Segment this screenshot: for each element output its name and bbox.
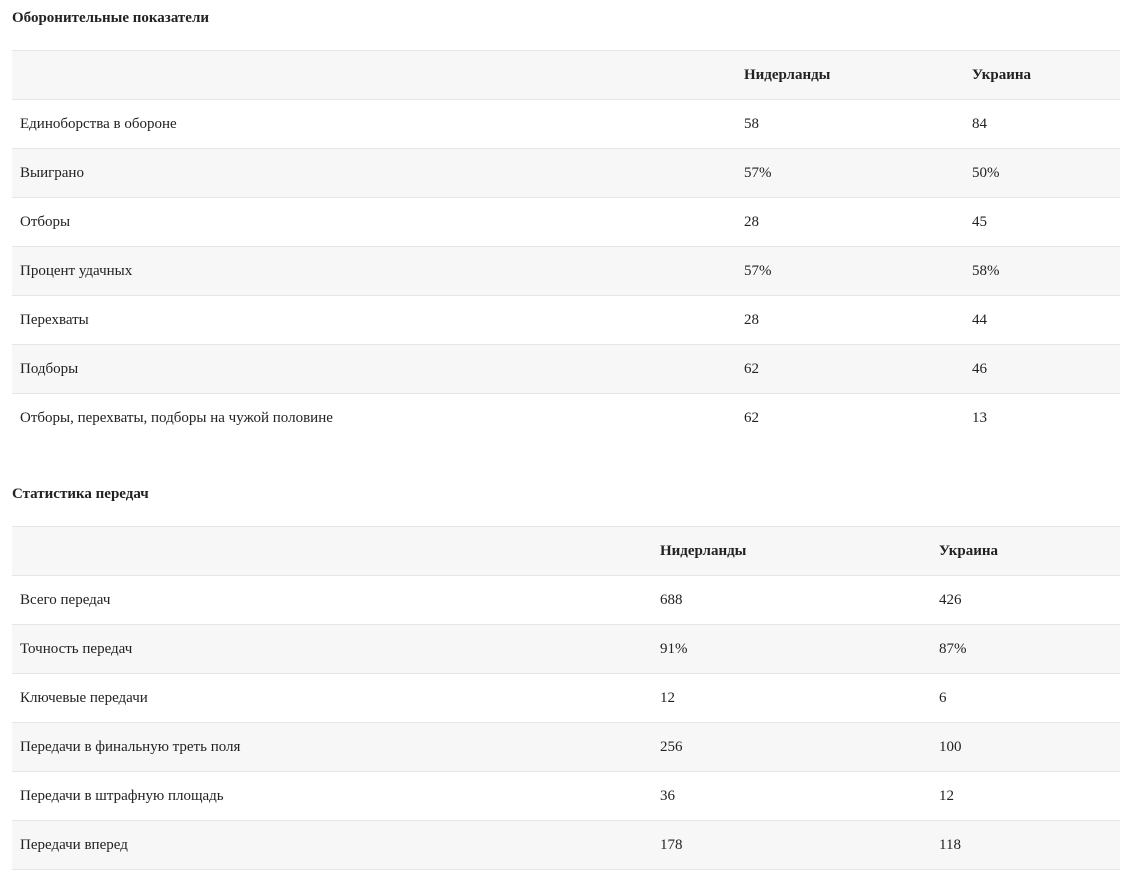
passing-stats-table bbox=[12, 526, 1120, 870]
netherlands-value: 91% bbox=[652, 625, 931, 674]
table-row bbox=[12, 576, 1120, 625]
defense-section-title: Оборонительные показатели bbox=[12, 10, 210, 26]
ukraine-value: 84 bbox=[964, 100, 1120, 149]
table-header-row bbox=[12, 51, 1120, 100]
ukraine-value: 58% bbox=[964, 247, 1120, 296]
row-label: Передачи в финальную треть поля bbox=[12, 723, 652, 772]
table-row bbox=[12, 772, 1120, 821]
netherlands-value: 178 bbox=[652, 821, 931, 870]
table-row bbox=[12, 394, 1120, 443]
table-row bbox=[12, 345, 1120, 394]
ukraine-value: 13 bbox=[964, 394, 1120, 443]
ukraine-value: 46 bbox=[964, 345, 1120, 394]
row-label: Точность передач bbox=[12, 625, 652, 674]
row-label: Отборы bbox=[12, 198, 736, 247]
ukraine-value: 12 bbox=[931, 772, 1120, 821]
netherlands-value: 57% bbox=[736, 247, 964, 296]
table-row bbox=[12, 821, 1120, 870]
table-row bbox=[12, 149, 1120, 198]
row-label: Единоборства в обороне bbox=[12, 100, 736, 149]
netherlands-value: 28 bbox=[736, 198, 964, 247]
ukraine-value: 50% bbox=[964, 149, 1120, 198]
row-label: Выиграно bbox=[12, 149, 736, 198]
netherlands-value: 58 bbox=[736, 100, 964, 149]
netherlands-value: 36 bbox=[652, 772, 931, 821]
ukraine-value: 100 bbox=[931, 723, 1120, 772]
netherlands-value: 28 bbox=[736, 296, 964, 345]
row-label: Передачи в штрафную площадь bbox=[12, 772, 652, 821]
ukraine-value: 87% bbox=[931, 625, 1120, 674]
header-label-cell bbox=[12, 51, 736, 100]
ukraine-value: 426 bbox=[931, 576, 1120, 625]
ukraine-value: 6 bbox=[931, 674, 1120, 723]
table-row bbox=[12, 625, 1120, 674]
netherlands-value: 256 bbox=[652, 723, 931, 772]
netherlands-value: 62 bbox=[736, 345, 964, 394]
row-label: Отборы, перехваты, подборы на чужой половине bbox=[12, 394, 736, 443]
header-netherlands: Нидерланды bbox=[736, 51, 964, 100]
row-label: Ключевые передачи bbox=[12, 674, 652, 723]
header-ukraine: Украина bbox=[964, 51, 1120, 100]
passing-section-title: Статистика передач bbox=[12, 486, 149, 502]
table-header-row bbox=[12, 527, 1120, 576]
table-row bbox=[12, 723, 1120, 772]
row-label: Передачи вперед bbox=[12, 821, 652, 870]
row-label: Процент удачных bbox=[12, 247, 736, 296]
header-ukraine: Украина bbox=[931, 527, 1120, 576]
netherlands-value: 57% bbox=[736, 149, 964, 198]
defense-stats-table bbox=[12, 50, 1120, 443]
netherlands-value: 12 bbox=[652, 674, 931, 723]
table-row bbox=[12, 674, 1120, 723]
netherlands-value: 62 bbox=[736, 394, 964, 443]
netherlands-value: 688 bbox=[652, 576, 931, 625]
table-row bbox=[12, 198, 1120, 247]
ukraine-value: 44 bbox=[964, 296, 1120, 345]
table-row bbox=[12, 296, 1120, 345]
table-row bbox=[12, 247, 1120, 296]
header-netherlands: Нидерланды bbox=[652, 527, 931, 576]
table-row bbox=[12, 100, 1120, 149]
ukraine-value: 118 bbox=[931, 821, 1120, 870]
header-label-cell bbox=[12, 527, 652, 576]
row-label: Всего передач bbox=[12, 576, 652, 625]
row-label: Перехваты bbox=[12, 296, 736, 345]
ukraine-value: 45 bbox=[964, 198, 1120, 247]
row-label: Подборы bbox=[12, 345, 736, 394]
